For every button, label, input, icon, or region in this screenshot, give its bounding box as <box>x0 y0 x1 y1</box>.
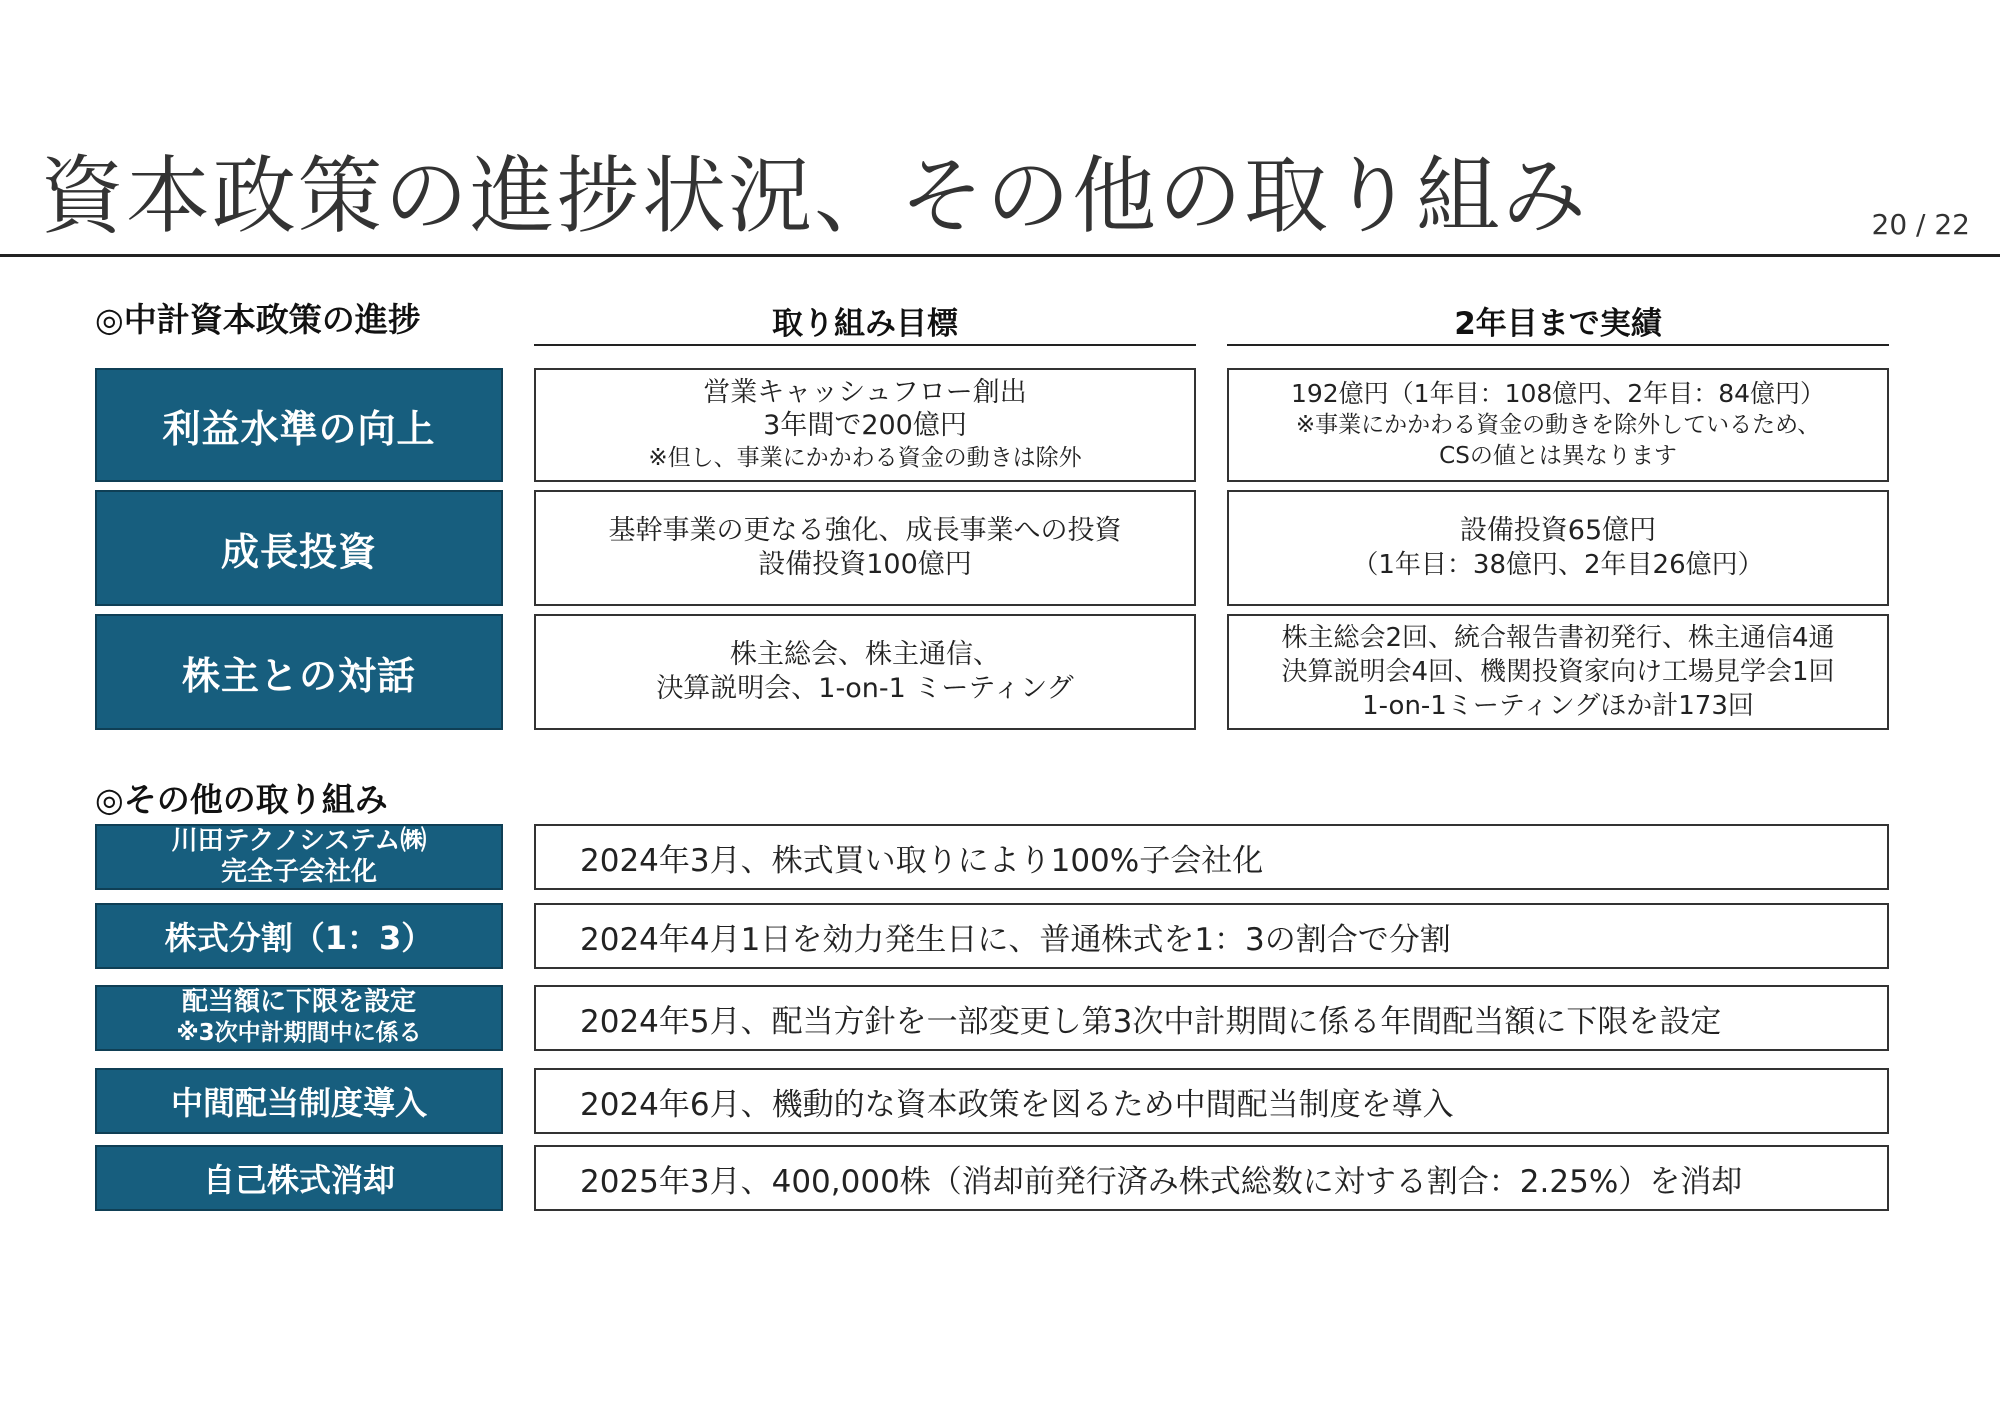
column-underline-target <box>534 344 1196 346</box>
result-line: 設備投資65億円 <box>1459 515 1657 546</box>
initiative-label-treasury-stock <box>95 1145 503 1211</box>
initiative-label-line: 株式分割（1：3） <box>164 919 434 957</box>
target-line: 基幹事業の更なる強化、成長事業への投資 <box>608 515 1122 546</box>
result-cell-profit-level <box>1227 368 1889 482</box>
column-underline-result <box>1227 344 1889 346</box>
row-label-shareholder-dialogue: 株主との対話 <box>95 614 503 730</box>
initiative-label-stock-split <box>95 903 503 969</box>
target-cell-profit-level <box>534 368 1196 482</box>
initiative-label-dividend-floor <box>95 985 503 1051</box>
result-line: 決算説明会4回、機関投資家向け工場見学会1回 <box>1281 657 1835 687</box>
initiative-label-interim-dividend <box>95 1068 503 1134</box>
result-note: ※事業にかかわる資金の動きを除外しているため、 <box>1295 412 1821 438</box>
target-line: 設備投資100億円 <box>758 549 972 580</box>
result-line: 192億円（1年目：108億円、2年目：84億円） <box>1290 379 1826 408</box>
target-note: ※但し、事業にかかわる資金の動きは除外 <box>648 445 1082 471</box>
result-line: （1年目：38億円、2年目26億円） <box>1352 550 1764 580</box>
result-line: 株主総会2回、統合報告書初発行、株主通信4通 <box>1281 623 1835 653</box>
target-line: 決算説明会、1-on-1 ミーティング <box>656 673 1074 704</box>
initiative-text-treasury-stock: 2025年3月、400,000株（消却前発行済み株式総数に対する割合：2.25%）を消却 <box>534 1145 1889 1211</box>
column-header-target: 取り組み目標 <box>772 306 958 342</box>
initiative-label-note: ※3次中計期間中に係る <box>176 1020 422 1046</box>
result-cell-shareholder-dialogue <box>1227 614 1889 730</box>
initiative-label-line: 自己株式消却 <box>202 1161 395 1199</box>
page-number: 20 / 22 <box>1871 208 1970 241</box>
initiative-text-stock-split: 2024年4月1日を効力発生日に、普通株式を1：3の割合で分割 <box>534 903 1889 969</box>
row-label-growth-investment: 成長投資 <box>95 490 503 606</box>
initiative-text-interim-dividend: 2024年6月、機動的な資本政策を図るため中間配当制度を導入 <box>534 1068 1889 1134</box>
result-note: CSの値とは異なります <box>1439 443 1677 469</box>
target-cell-shareholder-dialogue <box>534 614 1196 730</box>
section-heading-capital-policy: ◎中計資本政策の進捗 <box>95 300 421 339</box>
target-line: 株主総会、株主通信、 <box>730 639 1000 670</box>
initiative-text-dividend-floor: 2024年5月、配当方針を一部変更し第3次中計期間に係る年間配当額に下限を設定 <box>534 985 1889 1051</box>
title-divider <box>0 254 2000 257</box>
initiative-label-line: 完全子会社化 <box>220 857 377 887</box>
page-title: 資本政策の進捗状況、その他の取り組み <box>40 147 1589 245</box>
section-heading-other-initiatives: ◎その他の取り組み <box>95 780 388 819</box>
initiative-label-line: 川田テクノシステム㈱ <box>171 826 427 856</box>
initiative-label-line: 配当額に下限を設定 <box>181 987 416 1017</box>
target-line: 3年間で200億円 <box>763 410 967 441</box>
row-label-profit-level: 利益水準の向上 <box>95 368 503 482</box>
result-line: 1-on-1ミーティングほか計173回 <box>1362 691 1754 721</box>
target-cell-growth-investment <box>534 490 1196 606</box>
initiative-label-subsidiary <box>95 824 503 890</box>
initiative-text-subsidiary: 2024年3月、株式買い取りにより100%子会社化 <box>534 824 1889 890</box>
target-line: 営業キャッシュフロー創出 <box>703 377 1027 408</box>
result-cell-growth-investment <box>1227 490 1889 606</box>
column-header-result: 2年目まで実績 <box>1454 306 1662 342</box>
initiative-label-line: 中間配当制度導入 <box>170 1084 427 1122</box>
